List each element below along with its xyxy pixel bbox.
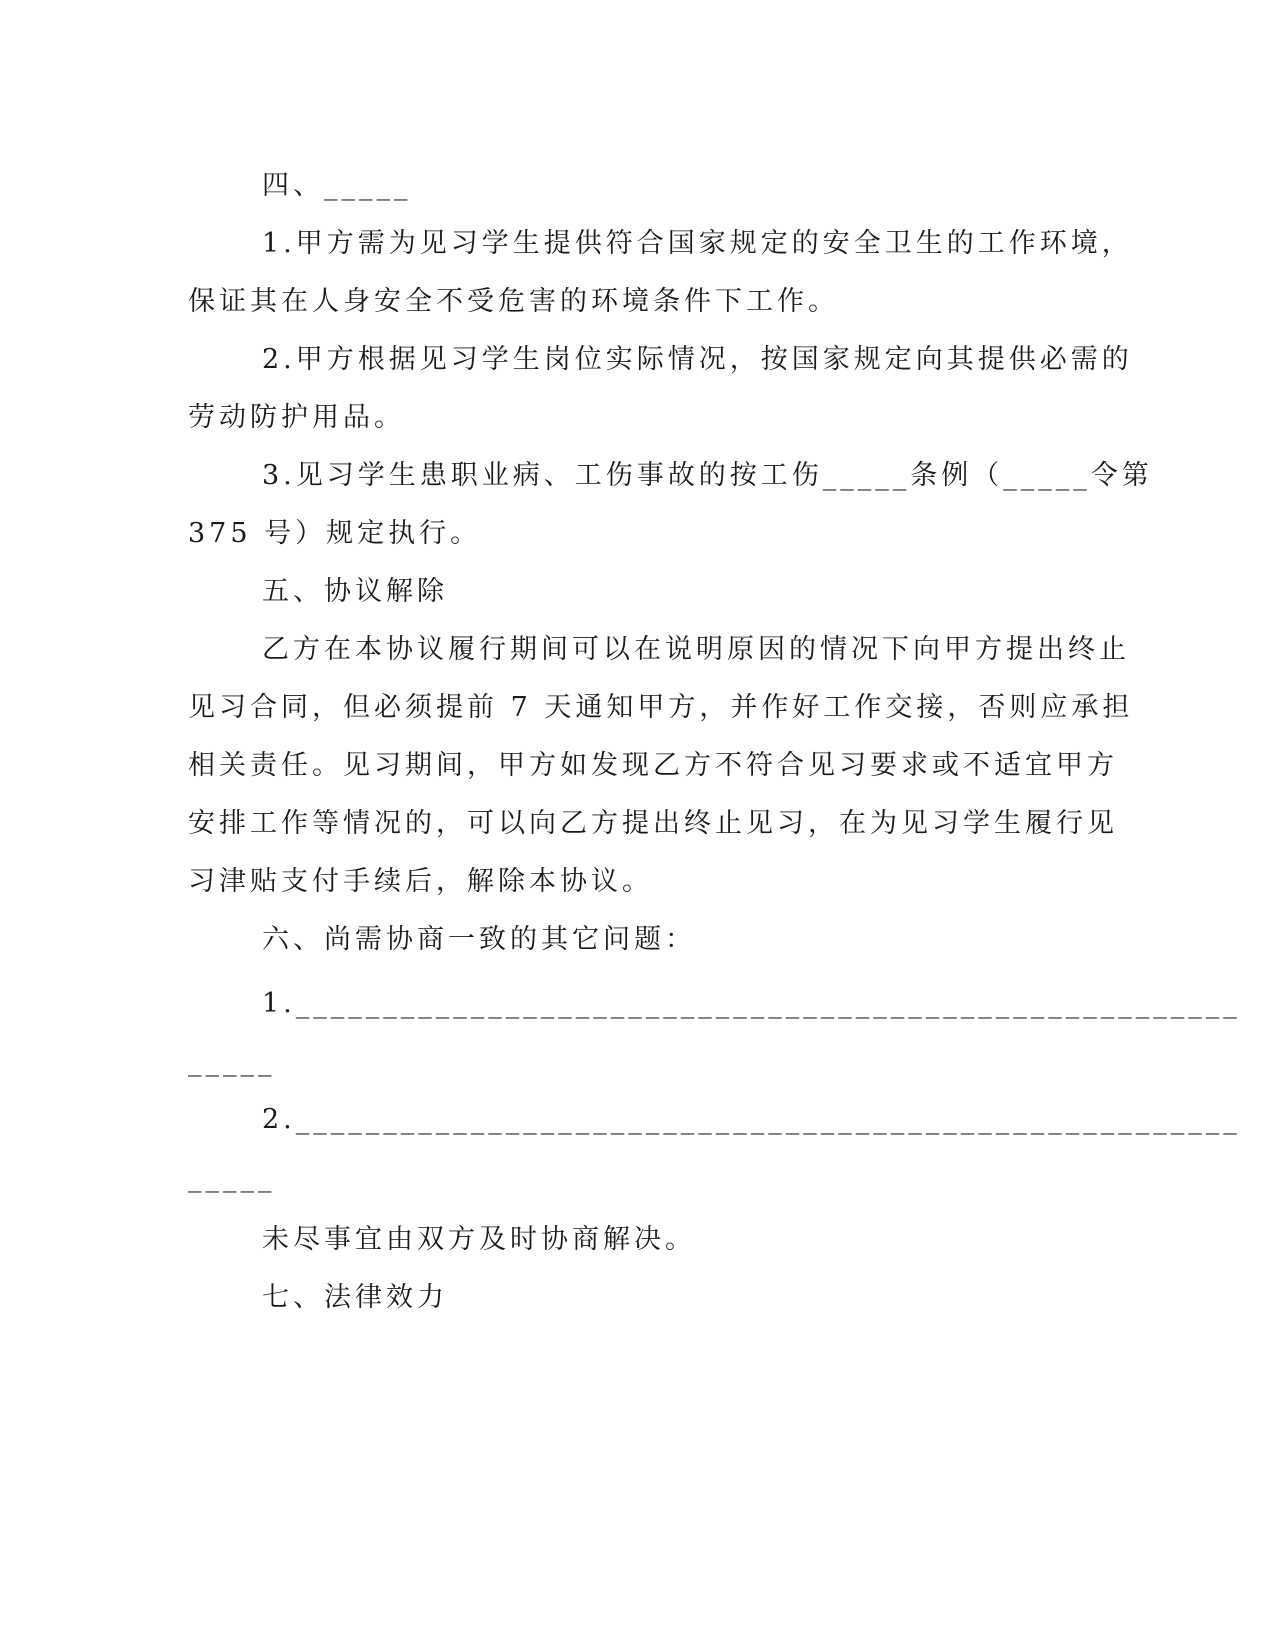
paragraph-line: 相关责任。见习期间，甲方如发现乙方不符合见习要求或不适宜甲方 [188, 750, 1118, 781]
paragraph-line: 1.甲方需为见习学生提供符合国家规定的安全卫生的工作环境， [262, 228, 1133, 259]
paragraph-line: 劳动防护用品。 [188, 402, 405, 433]
paragraph-line: 乙方在本协议履行期间可以在说明原因的情况下向甲方提出终止 [262, 634, 1130, 665]
section-heading-4: 四、_____ [262, 170, 412, 201]
section-heading-7: 七、法律效力 [262, 1282, 448, 1313]
paragraph-line: 未尽事宜由双方及时协商解决。 [262, 1224, 696, 1255]
paragraph-line: 习津贴支付手续后，解除本协议。 [188, 866, 653, 897]
paragraph-line: 见习合同，但必须提前 7 天通知甲方，并作好工作交接，否则应承担 [188, 692, 1134, 723]
section-heading-5: 五、协议解除 [262, 576, 448, 607]
paragraph-line: 保证其在人身安全不受危害的环境条件下工作。 [188, 286, 839, 317]
paragraph-line: 2.甲方根据见习学生岗位实际情况，按国家规定向其提供必需的 [262, 344, 1133, 375]
blank-item-1: 1.______________________________________________________ [262, 988, 1241, 1019]
blank-item-2: 2.______________________________________________________ [262, 1104, 1241, 1135]
blank-item-1-continuation: _____ [188, 1046, 276, 1077]
paragraph-line: 375 号）规定执行。 [188, 518, 482, 549]
paragraph-line: 安排工作等情况的，可以向乙方提出终止见习，在为见习学生履行见 [188, 808, 1118, 839]
paragraph-line: 3.见习学生患职业病、工伤事故的按工伤_____条例（_____令第 [262, 460, 1153, 491]
section-heading-6: 六、尚需协商一致的其它问题： [262, 924, 696, 955]
blank-item-2-continuation: _____ [188, 1162, 276, 1193]
